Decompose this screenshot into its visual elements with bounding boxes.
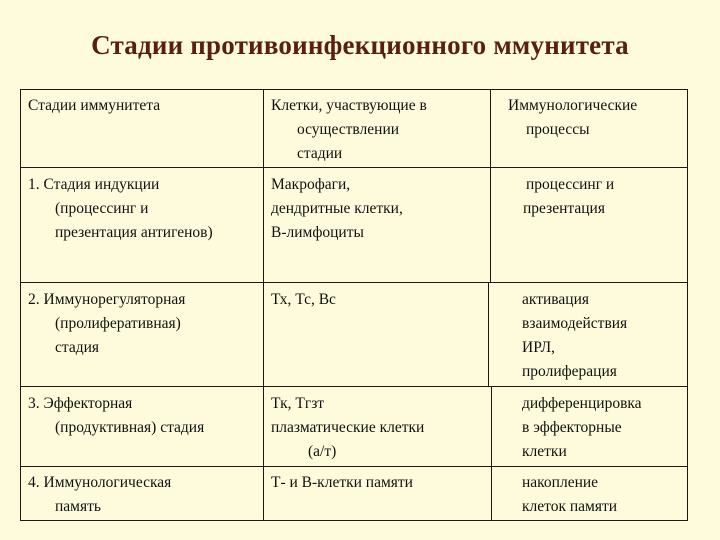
cell-line: стадия [55,339,100,356]
header-line: Стадии иммунитета [28,97,161,114]
header-line: Клетки, участвующие в [271,97,427,114]
cell-line: в эффекторные [522,419,622,436]
header-cell-processes [508,94,637,142]
cell-line: презентация антигенов) [55,224,213,241]
cell-line: процессинг и [526,176,615,193]
stage-cell-induction [28,173,213,245]
row-divider [21,167,687,168]
cell-line: Макрофаги, [271,176,351,193]
cell-line: память [55,498,101,515]
process-cell-effector [522,392,642,464]
slide-title: Стадии противоинфекционного ммунитета [91,30,629,60]
cells-cell-regulatory [271,288,336,312]
process-cell-memory [522,471,617,519]
cell-line: 1. Стадия индукции [28,176,160,193]
cells-cell-induction [271,173,403,245]
header-line: Иммунологические [508,97,638,114]
stage-cell-effector [28,392,204,440]
column-divider [491,467,492,520]
column-divider [488,283,489,386]
stage-cell-memory [28,471,171,519]
cell-line: плазматические клетки [271,419,425,436]
header-line: процессы [526,121,590,138]
cell-line: В-лимфоциты [271,224,364,241]
cell-line: Тх, Тс, Вс [271,291,336,308]
process-cell-regulatory [522,288,627,384]
immunity-stages-table [20,89,688,521]
row-divider [21,466,687,467]
cell-line: Т- и В-клетки памяти [271,474,413,491]
header-line: осуществлении [297,121,400,138]
cell-line: 4. Иммунологическая [28,474,172,491]
header-line: стадии [297,145,343,162]
cell-line: (процессинг и [55,200,149,217]
process-cell-induction [523,173,615,221]
cell-line: накопление [522,474,599,491]
column-divider [491,387,492,466]
cells-cell-effector [271,392,424,464]
cell-line: клетки [522,443,567,460]
column-divider [263,90,264,520]
cell-line: дифференцировка [522,395,642,412]
cell-line: 2. Иммунорегуляторная [28,291,186,308]
cell-line: ИРЛ, [522,339,556,356]
row-divider [21,386,687,387]
header-cell-cells [271,94,427,166]
cell-line: клеток памяти [522,498,618,515]
cell-line: 3. Эффекторная [28,395,133,412]
stage-cell-regulatory [28,288,185,360]
header-cell-stage [28,94,160,118]
cell-line: взаимодействия [522,315,628,332]
column-divider [490,90,491,167]
cell-line: дендритные клетки, [271,200,403,217]
cell-line: Тк, Тгзт [271,395,325,412]
cell-line: пролиферация [522,363,617,380]
column-divider [490,168,491,282]
row-divider [21,282,687,283]
cell-line: активация [522,291,589,308]
cell-line: презентация [523,200,605,217]
cell-line: (а/т) [308,443,337,460]
cells-cell-memory [271,471,413,495]
cell-line: (пролиферативная) [55,315,181,332]
cell-line: (продуктивная) стадия [55,419,205,436]
